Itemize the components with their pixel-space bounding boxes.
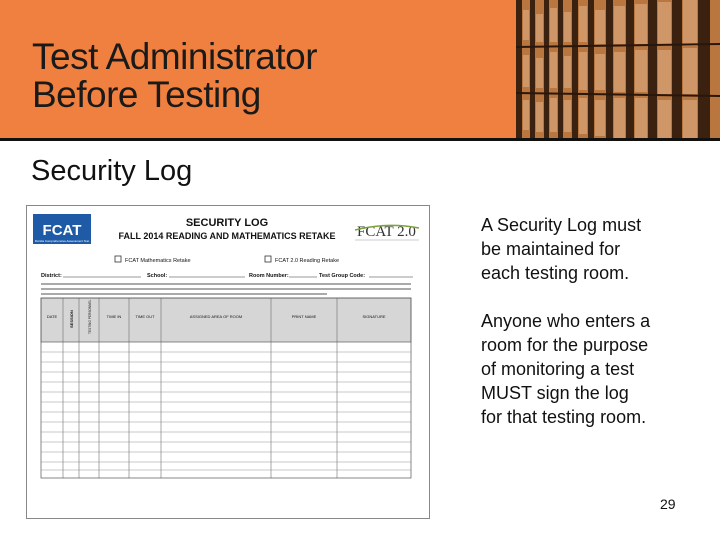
col-print-name: PRINT NAME xyxy=(291,314,317,319)
description-panel xyxy=(481,213,691,453)
checkbox-math-label: FCAT Mathematics Retake xyxy=(125,258,191,264)
fcat-2-logo xyxy=(355,224,419,240)
header-divider xyxy=(0,138,720,141)
checkbox-reading-retake xyxy=(265,256,271,262)
col-personnel: TESTING PERSONNEL xyxy=(88,299,92,334)
field-school: School: xyxy=(147,273,168,279)
col-assigned-area: ASSIGNED AREA OF ROOM xyxy=(189,314,243,319)
log-title: SECURITY LOG xyxy=(185,217,269,229)
section-heading: Security Log xyxy=(31,155,193,187)
checkbox-reading-label: FCAT 2.0 Reading Retake xyxy=(275,258,339,264)
paragraph-maintain-log: A Security Log must be maintained for each testing room. xyxy=(481,215,642,283)
field-room: Room Number: xyxy=(249,273,289,279)
checkbox-math-retake xyxy=(115,256,121,262)
fcat-logo-tagline: Florida Comprehensive Assessment Test xyxy=(34,239,90,243)
fcat-2-logo-text: FCAT 2.0 xyxy=(357,224,416,240)
security-log-form-image xyxy=(26,205,430,519)
col-session: SESSION xyxy=(69,310,74,328)
field-group: Test Group Code: xyxy=(319,273,366,279)
field-district: District: xyxy=(41,273,62,279)
col-time-out: TIME OUT xyxy=(135,314,155,319)
col-signature: SIGNATURE xyxy=(362,314,386,319)
col-date: DATE xyxy=(46,314,58,319)
log-subtitle: FALL 2014 READING AND MATHEMATICS RETAKE xyxy=(118,231,336,241)
security-log-table xyxy=(41,298,411,478)
col-time-in: TIME IN xyxy=(106,314,122,319)
library-bookshelf-image xyxy=(516,0,720,138)
paragraph-sign-log: Anyone who enters a room for the purpose of monitoring a test MUST sign the log for that testing room. xyxy=(481,311,651,427)
fcat-logo xyxy=(33,214,91,244)
slide-title: Test Administrator Before Testing xyxy=(32,36,318,115)
title-banner xyxy=(0,0,720,138)
fcat-logo-text: FCAT xyxy=(42,222,82,239)
page-number: 29 xyxy=(660,496,676,512)
